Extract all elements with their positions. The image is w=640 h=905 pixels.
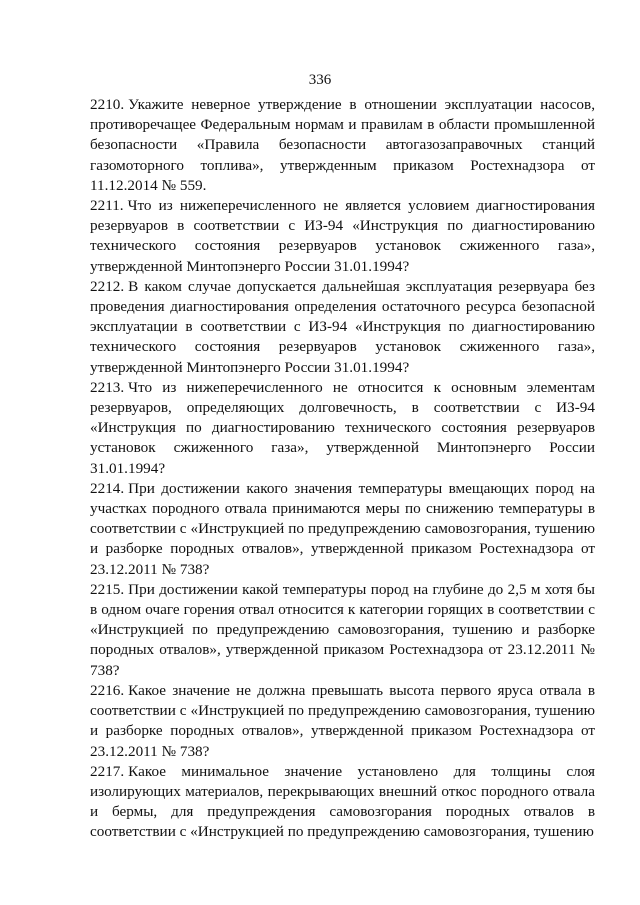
question-list [90, 95, 595, 843]
question-text: Какое минимальное значение установлено для толщины слоя изолирующих материалов, перекрывающих внешний откос породного отвала и бермы, для предупреждения самовозгорания породных отвалов в соответствии с «Инструкцией по предупреждению самовозгорания, тушению [90, 762, 595, 841]
question-number: 2217. [90, 762, 125, 780]
question-2212 [90, 277, 595, 378]
page-number: 336 [308, 72, 332, 88]
question-text: Какое значение не должна превышать высота первого яруса отвала в соответствии с «Инструкцией по предупреждению самовозгорания, тушению и разборке породных отвалов», утвержденной приказом Ростехнадзора от 23.12.2011 № 738? [90, 681, 595, 760]
question-2211 [90, 196, 595, 277]
question-text: При достижении какой температуры пород на глубине до 2,5 м хотя бы в одном очаге горения отвал относится к категории горящих в соответствии с «Инструкцией по предупреждению самовозгорания, тушению и разборке породных отвалов», утвержденной приказом Ростехнадзора от 23.12.2011 № 738? [90, 580, 595, 679]
question-text: При достижении какого значения температуры вмещающих пород на участках породного отвала принимаются меры по снижению температуры в соответствии с «Инструкцией по предупреждению самовозгорания, тушению и разборке породных отвалов», утвержденной приказом Ростехнадзора от 23.12.2011 № 738? [90, 479, 595, 578]
question-number: 2215. [90, 580, 125, 598]
question-2214 [90, 479, 595, 580]
question-2215 [90, 580, 595, 681]
question-number: 2214. [90, 479, 125, 497]
question-2217 [90, 762, 595, 843]
question-number: 2211. [90, 197, 124, 215]
question-2213 [90, 378, 595, 479]
question-text: В каком случае допускается дальнейшая эксплуатация резервуара без проведения диагностирования определения остаточного ресурса безопасной эксплуатации в соответствии с ИЗ-94 «Инструкция по диагностированию технического состояния резервуаров установок сжиженного газа», утвержденной Минтопэнерго России 31.01.1994? [90, 277, 595, 376]
question-2210 [90, 95, 595, 196]
question-number: 2210. [90, 96, 125, 113]
question-number: 2212. [90, 277, 125, 295]
question-text: Укажите неверное утверждение в отношении эксплуатации насосов, противоречащее Федеральным нормам и правилам в области промышленной безопасности «Правила безопасности автогазозаправочных станций газомоторного топлива», утвержденным приказом Ростехнадзора от 11.12.2014 № 559. [90, 96, 595, 194]
question-number: 2213. [90, 378, 125, 396]
question-number: 2216. [90, 681, 125, 699]
question-text: Что из нижеперечисленного не является условием диагностирования резервуаров в соответствии с ИЗ-94 «Инструкция по диагностированию технического состояния резервуаров установок сжиженного газа», утвержденной Минтопэнерго России 31.01.1994? [90, 197, 595, 275]
question-text: Что из нижеперечисленного не относится к основным элементам резервуаров, определяющих долговечность, в соответствии с ИЗ-94 «Инструкция по диагностированию технического состояния резервуаров установок сжиженного газа», утвержденной Минтопэнерго России 31.01.1994? [90, 378, 595, 477]
question-2216 [90, 681, 595, 762]
